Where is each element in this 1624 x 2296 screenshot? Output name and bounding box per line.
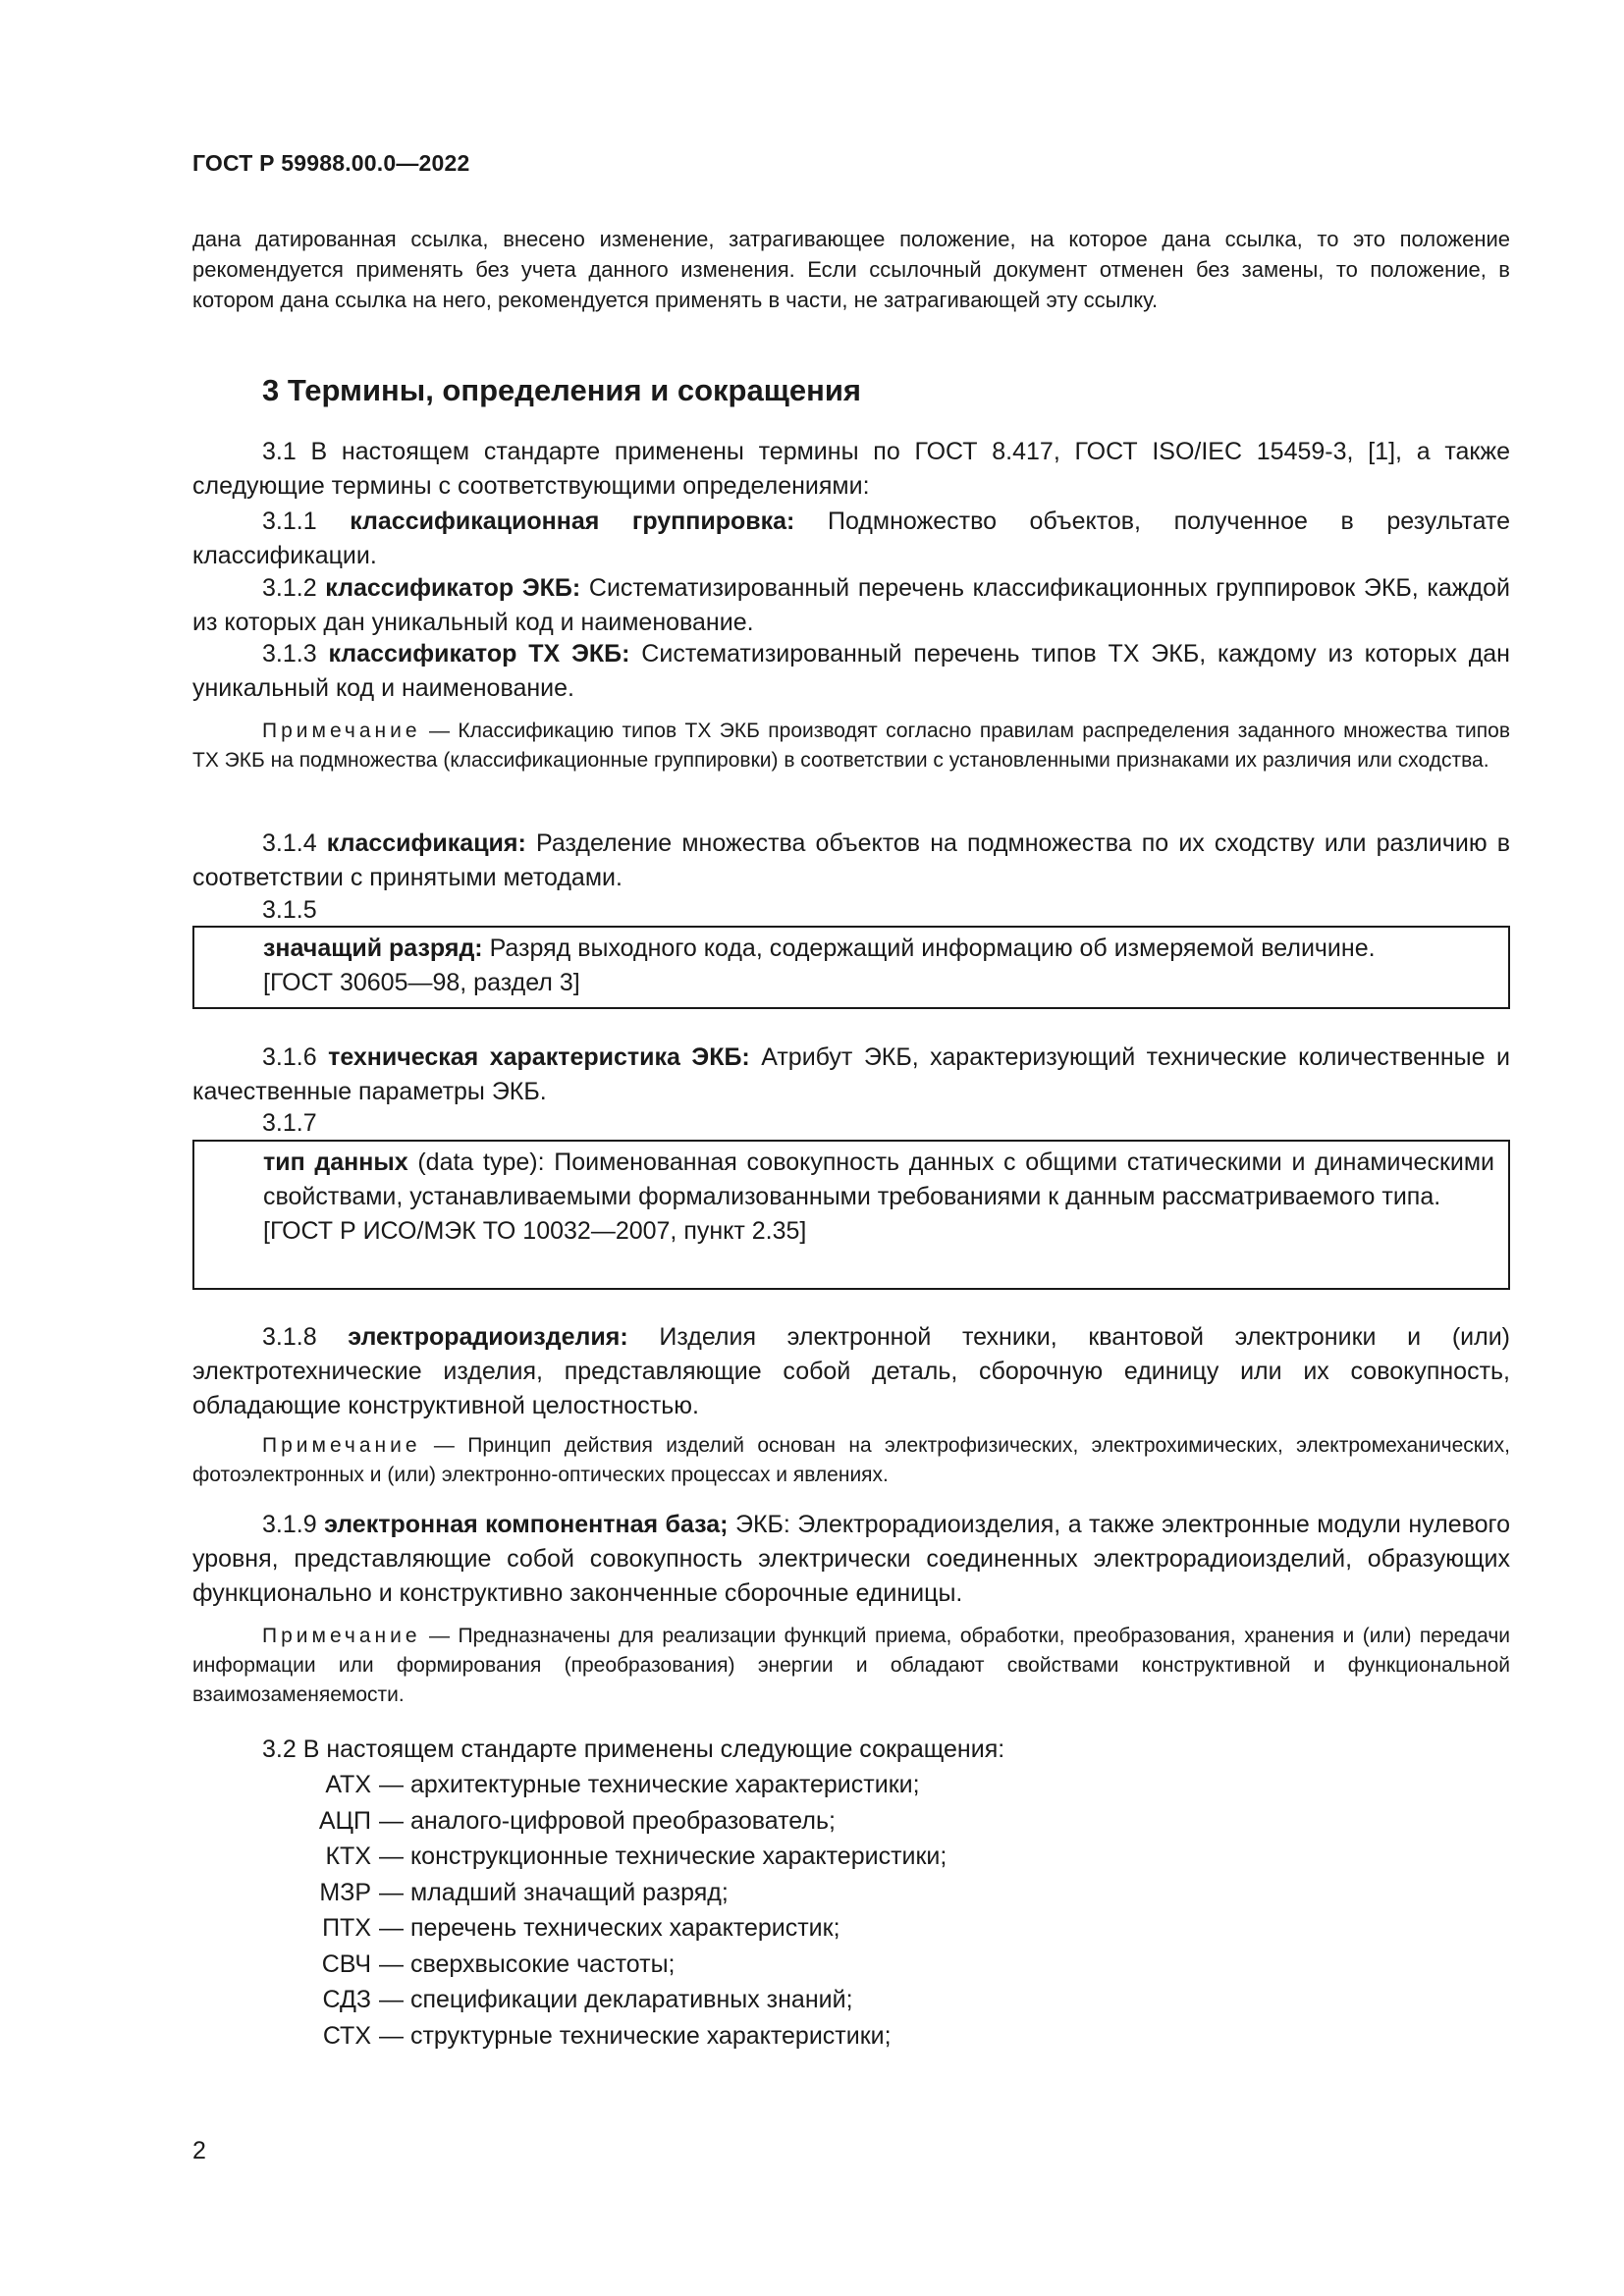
abbreviation-row bbox=[192, 1947, 1510, 1983]
term-source: [ГОСТ Р ИСО/МЭК ТО 10032—2007, пункт 2.35] bbox=[263, 1217, 807, 1245]
term-name: техническая характеристика ЭКБ: bbox=[328, 1043, 750, 1071]
abbreviation-term: ПТХ bbox=[322, 1914, 371, 1942]
note-label: Примечание bbox=[262, 1625, 421, 1647]
term-definition: (data type): Поименованная совокупность данных с общими статическими и динамическими свойствами, устанавливаемыми формализованными требованиями к данным рассматриваемого типа. bbox=[263, 1148, 1494, 1210]
clause-3-2-block bbox=[192, 1733, 1510, 1767]
term-definition: Атрибут ЭКБ, характеризующий технические количественные и качественные параметры ЭКБ. bbox=[192, 1043, 1510, 1105]
term-definition: Подмножество объектов, полученное в результате классификации. bbox=[192, 507, 1510, 569]
term-3-1-7-number bbox=[192, 1106, 1510, 1141]
abbreviation-text: — структурные технические характеристики; bbox=[379, 2021, 892, 2050]
note-label: Примечание bbox=[262, 1434, 421, 1457]
abbreviation-term: КТХ bbox=[325, 1842, 371, 1870]
term-3-1-5-box bbox=[192, 926, 1510, 1009]
term-definition: Систематизированный перечень классификационных группировок ЭКБ, каждой из которых дан уникальный код и наименование. bbox=[192, 574, 1510, 636]
term-number: 3.1.3 bbox=[262, 640, 329, 667]
term-name: значащий разряд: bbox=[263, 934, 483, 962]
term-3-1-7-box bbox=[192, 1140, 1510, 1290]
term-3-1-6 bbox=[192, 1041, 1510, 1109]
note-2 bbox=[192, 1431, 1510, 1490]
term-3-1-8 bbox=[192, 1320, 1510, 1423]
note-text: — Предназначены для реализации функций приема, обработки, преобразования, хранения и (или) передачи информации или формирования (преобразования) энергии и обладают свойствами конструктивной и функциональной взаимозаменяемости. bbox=[192, 1625, 1510, 1706]
abbreviation-term: АЦП bbox=[318, 1806, 371, 1835]
abbreviation-term: СТХ bbox=[322, 2021, 371, 2050]
abbreviation-text: — аналого-цифровой преобразователь; bbox=[379, 1806, 836, 1835]
term-number: 3.1.5 bbox=[262, 896, 317, 924]
section-title: 3 Термины, определения и сокращения bbox=[262, 373, 861, 407]
term-number: 3.1.8 bbox=[262, 1323, 349, 1351]
term-definition: Разряд выходного кода, содержащий информацию об измеряемой величине. bbox=[482, 934, 1376, 962]
term-3-1-9 bbox=[192, 1508, 1510, 1611]
abbreviation-text: — конструкционные технические характеристики; bbox=[379, 1842, 947, 1870]
clause-3-1: 3.1 В настоящем стандарте применены термины по ГОСТ 8.417, ГОСТ ISO/IEC 15459-3, [1], а также следующие термины с соответствующими определениями: bbox=[192, 438, 1510, 500]
term-name: электронная компонентная база; bbox=[324, 1511, 729, 1538]
clause-3-1-block bbox=[192, 435, 1510, 504]
abbreviation-row bbox=[192, 2018, 1510, 2055]
term-number: 3.1.7 bbox=[262, 1109, 317, 1137]
term-name: классификационная группировка: bbox=[350, 507, 795, 535]
term-number: 3.1.1 bbox=[262, 507, 351, 535]
intro-paragraph-block bbox=[192, 224, 1510, 315]
term-definition: Изделия электронной техники, квантовой электроники и (или) электротехнические изделия, представляющие собой деталь, сборочную единицу или их совокупность, обладающие конструктивной целостностью. bbox=[192, 1323, 1510, 1419]
clause-3-2: 3.2 В настоящем стандарте применены следующие сокращения: bbox=[262, 1735, 1005, 1763]
section-heading-block bbox=[192, 373, 1510, 408]
intro-paragraph: дана датированная ссылка, внесено изменение, затрагивающее положение, на которое дана ссылка, то это положение рекомендуется применять без учета данного изменения. Если ссылочный документ отменен без замены, то положение, в котором дана ссылка на него, рекомендуется применять в части, не затрагивающей эту ссылку. bbox=[192, 227, 1510, 312]
abbreviation-row bbox=[192, 1875, 1510, 1911]
note-text: — Принцип действия изделий основан на электрофизических, электрохимических, электромеханических, фотоэлектронных и (или) электронно-оптических процессах и явлениях. bbox=[192, 1434, 1510, 1486]
term-3-1-3 bbox=[192, 637, 1510, 706]
term-number: 3.1.4 bbox=[262, 829, 327, 857]
term-name: электрорадиоизделия: bbox=[348, 1323, 628, 1351]
term-3-1-5-number bbox=[192, 893, 1510, 928]
term-3-1-2 bbox=[192, 571, 1510, 640]
abbreviation-row bbox=[192, 1803, 1510, 1840]
term-number: 3.1.6 bbox=[262, 1043, 329, 1071]
abbreviation-row bbox=[192, 1767, 1510, 1803]
term-name: классификатор ЭКБ: bbox=[325, 574, 581, 602]
term-source: [ГОСТ 30605—98, раздел 3] bbox=[263, 969, 580, 996]
note-text: — Классификацию типов ТХ ЭКБ производят согласно правилам распределения заданного множества типов ТХ ЭКБ на подмножества (классификационные группировки) в соответствии с установленными признаками их различия или сходства. bbox=[192, 720, 1510, 772]
abbreviation-term: АТХ bbox=[325, 1771, 371, 1798]
term-name: классификатор ТХ ЭКБ: bbox=[328, 640, 630, 667]
abbreviation-list bbox=[192, 1767, 1510, 2054]
term-definition: Систематизированный перечень типов ТХ ЭКБ, каждому из которых дан уникальный код и наименование. bbox=[192, 640, 1510, 702]
term-name: тип данных bbox=[263, 1148, 408, 1176]
note-label: Примечание bbox=[262, 720, 421, 742]
note-1 bbox=[192, 717, 1510, 775]
abbreviation-row bbox=[192, 1982, 1510, 2018]
abbreviation-term: СДЗ bbox=[322, 1986, 371, 2013]
page-number: 2 bbox=[192, 2137, 206, 2164]
abbreviation-text: — перечень технических характеристик; bbox=[379, 1914, 840, 1942]
term-number: 3.1.2 bbox=[262, 574, 326, 602]
abbreviation-term: СВЧ bbox=[321, 1949, 371, 1978]
document-header: ГОСТ Р 59988.00.0—2022 bbox=[192, 150, 470, 176]
abbreviation-row bbox=[192, 1910, 1510, 1947]
term-definition: ЭКБ: Электрорадиоизделия, а также электронные модули нулевого уровня, представляющие собой совокупность электрически соединенных электрорадиоизделий, образующих функционально и конструктивно законченные сборочные единицы. bbox=[192, 1511, 1510, 1607]
abbreviation-row bbox=[192, 1839, 1510, 1875]
term-number: 3.1.9 bbox=[262, 1511, 325, 1538]
abbreviation-text: — спецификации декларативных знаний; bbox=[379, 1986, 853, 2013]
term-3-1-4 bbox=[192, 827, 1510, 895]
abbreviation-term: МЗР bbox=[319, 1878, 371, 1906]
abbreviation-text: — младший значащий разряд; bbox=[379, 1878, 729, 1906]
term-definition: Разделение множества объектов на подмножества по их сходству или различию в соответствии с принятыми методами. bbox=[192, 829, 1510, 891]
note-3 bbox=[192, 1622, 1510, 1710]
term-name: классификация: bbox=[326, 829, 526, 857]
term-3-1-1 bbox=[192, 505, 1510, 573]
abbreviation-text: — сверхвысокие частоты; bbox=[379, 1949, 676, 1978]
abbreviation-text: — архитектурные технические характеристики; bbox=[379, 1771, 920, 1798]
